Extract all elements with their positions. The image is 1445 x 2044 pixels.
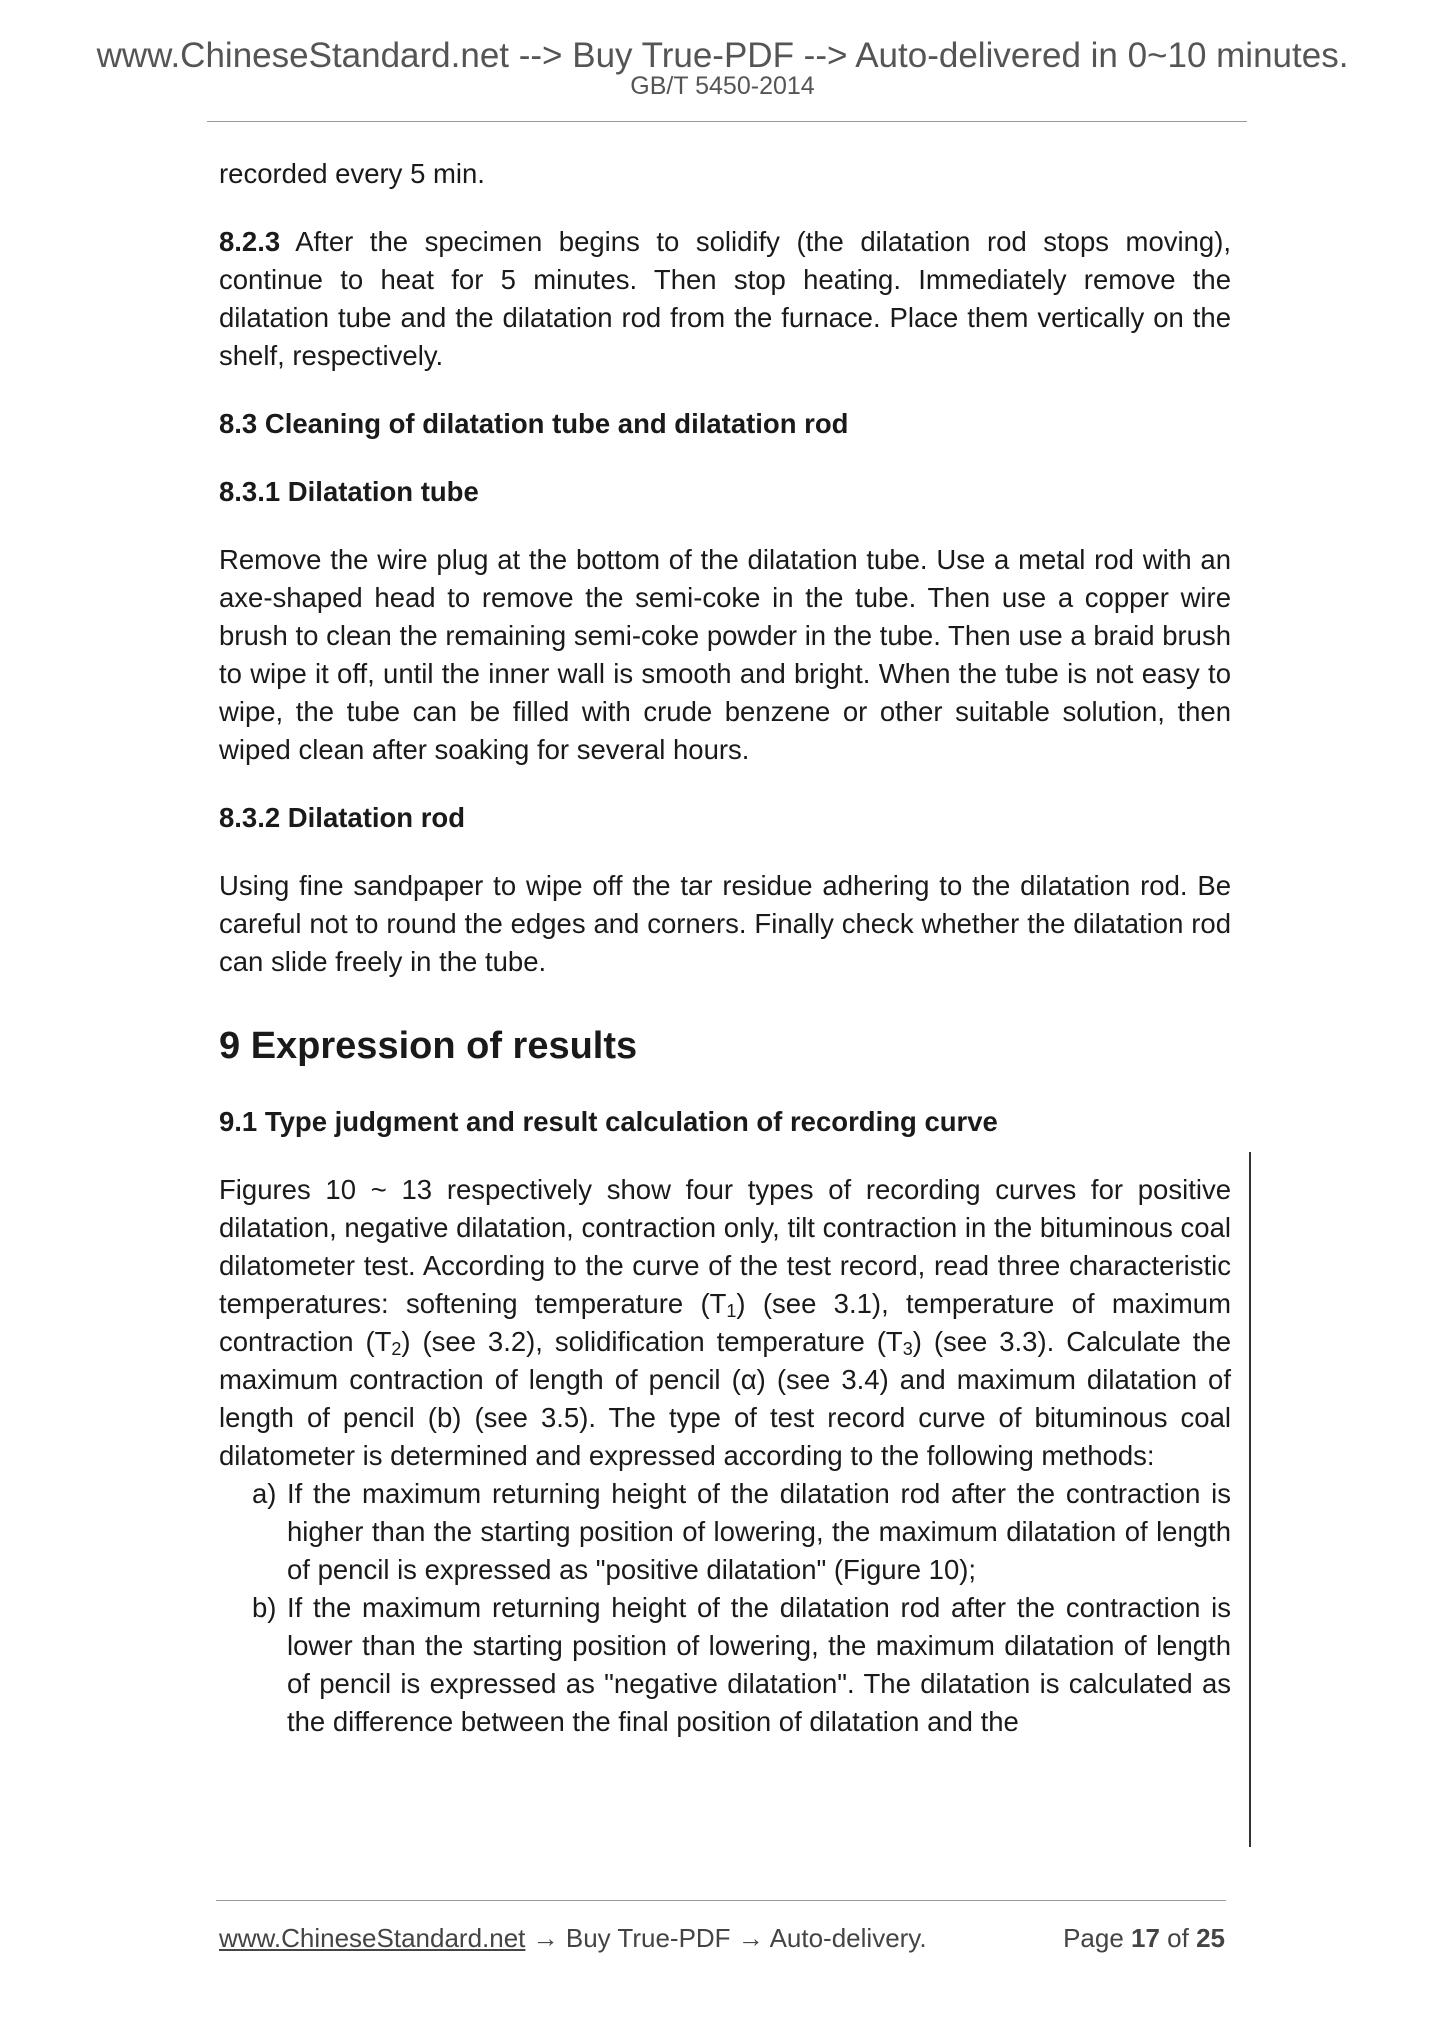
continued-paragraph: recorded every 5 min. <box>219 158 485 189</box>
header-divider <box>207 121 1247 122</box>
subscript: 1 <box>726 1301 737 1321</box>
paragraph-9-1 <box>219 1171 1231 1475</box>
list-item-b <box>219 1589 1231 1741</box>
page-total: 25 <box>1196 1923 1225 1953</box>
text-run: ) (see 3.2), solidification temperature (T <box>401 1326 903 1357</box>
heading-8-3-2: 8.3.2 Dilatation rod <box>219 802 466 833</box>
subscript: 3 <box>902 1339 913 1359</box>
subscript: 2 <box>391 1339 402 1359</box>
paragraph-8-3-2: Using fine sandpaper to wipe off the tar residue adhering to the dilatation rod. Be careful not to round the edges and corners. Finally check whether the dilatation rod can slide freely in the tube. <box>219 870 1231 977</box>
heading-8-3-1: 8.3.1 Dilatation tube <box>219 476 479 507</box>
clause-8-2-3 <box>219 223 1231 375</box>
heading-9: 9 Expression of results <box>219 1025 638 1067</box>
footer-divider <box>216 1900 1226 1901</box>
list-item-a <box>219 1475 1231 1589</box>
text-run: Figures 10 ~ 13 respectively show four types of recording curves for positive dilatation, negative dilatation, contraction only, tilt contraction in the bituminous coal dilatometer test. According to the curve of the test record, read three characteristic temperatures: softening temperature (T <box>219 1174 1231 1319</box>
list-marker: a) <box>252 1478 277 1509</box>
heading-8-3: 8.3 Cleaning of dilatation tube and dilatation rod <box>219 408 849 439</box>
page-label: Page <box>1063 1923 1132 1953</box>
footer-link[interactable]: www.ChineseStandard.net <box>219 1923 526 1953</box>
clause-text: After the specimen begins to solidify (the dilatation rod stops moving), continue to heat for 5 minutes. Then stop heating. Immediately remove the dilatation tube and the dilatation rod from the furnace. Place them vertically on the shelf, respectively. <box>219 226 1231 371</box>
heading-9-1: 9.1 Type judgment and result calculation of recording curve <box>219 1106 998 1137</box>
page-current: 17 <box>1131 1923 1160 1953</box>
page-content <box>219 155 1231 1741</box>
header-banner: www.ChineseStandard.net --> Buy True-PDF --> Auto-delivered in 0~10 minutes. <box>96 36 1349 75</box>
document-number: GB/T 5450-2014 <box>630 72 815 100</box>
revision-bar <box>1249 1152 1251 1847</box>
list-item-text: If the maximum returning height of the dilatation rod after the contraction is higher than the starting position of lowering, the maximum dilatation of length of pencil is expressed as "positive dilatation" (Figure 10); <box>287 1478 1231 1585</box>
list-marker: b) <box>252 1592 277 1623</box>
list-item-text: If the maximum returning height of the dilatation rod after the contraction is lower than the starting position of lowering, the maximum dilatation of length of pencil is expressed as "negative dilatation". The dilatation is calculated as the difference between the final position of dilatation and the <box>287 1592 1231 1737</box>
page-footer <box>219 1921 1229 1955</box>
page-number <box>1063 1921 1225 1955</box>
text-run: ) (see 3.1), temperature of maximum contraction (T <box>219 1288 1231 1357</box>
footer-tagline: → Buy True-PDF → Auto-delivery. <box>525 1923 927 1953</box>
paragraph-8-3-1: Remove the wire plug at the bottom of the dilatation tube. Use a metal rod with an axe-shaped head to remove the semi-coke in the tube. Then use a copper wire brush to clean the remaining semi-coke powder in the tube. Then use a braid brush to wipe it off, until the inner wall is smooth and bright. When the tube is not easy to wipe, the tube can be filled with crude benzene or other suitable solution, then wiped clean after soaking for several hours. <box>219 544 1231 765</box>
page-of: of <box>1159 1923 1197 1953</box>
text-run: ) (see 3.3). Calculate the maximum contraction of length of pencil (α) (see 3.4) and maximum dilatation of length of pencil (b) (see 3.5). The type of test record curve of bituminous coal dilatometer is determined and expressed according to the following methods: <box>219 1326 1231 1471</box>
clause-number: 8.2.3 <box>219 226 281 257</box>
